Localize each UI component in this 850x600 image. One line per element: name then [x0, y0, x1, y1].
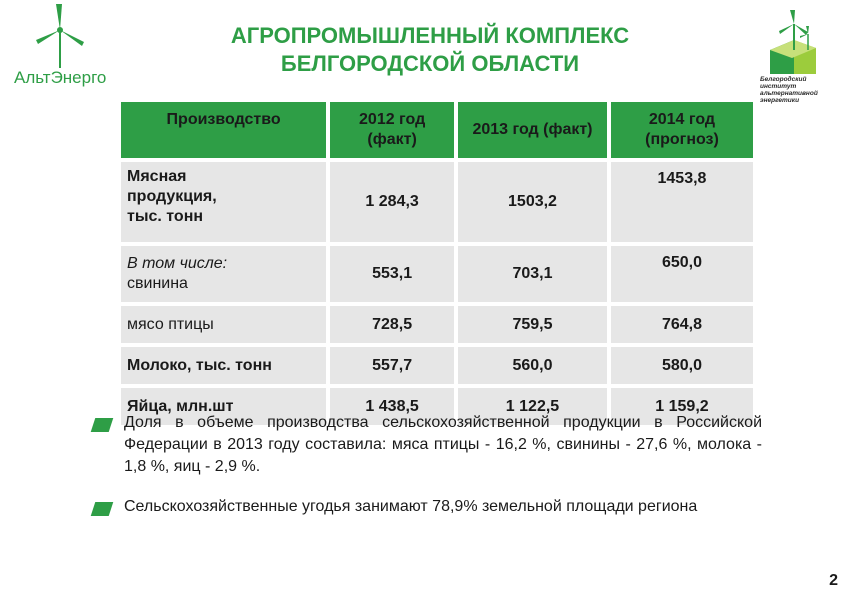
row-label-plain: свинина [127, 275, 188, 292]
title-line-2: БЕЛГОРОДСКОЙ ОБЛАСТИ [280, 51, 580, 76]
page-title [190, 22, 670, 78]
value-2012: 728,5 [330, 306, 454, 343]
value-2012: 557,7 [330, 347, 454, 384]
value-2014: 580,0 [611, 347, 753, 384]
institute-turbine-icon [764, 10, 824, 74]
table-row-meat [121, 162, 753, 242]
value-2012: 553,1 [330, 246, 454, 302]
header-2014: 2014 год (прогноз) [611, 102, 753, 158]
row-label-line: тыс. тонн [127, 208, 204, 225]
row-label-milk: Молоко, тыс. тонн [121, 347, 326, 384]
wind-turbine-icon [32, 2, 88, 68]
header-2012: 2012 год (факт) [330, 102, 454, 158]
value-2012: 1 284,3 [330, 162, 454, 242]
value-2013: 1503,2 [458, 162, 607, 242]
table-row-milk [121, 347, 753, 384]
row-label-eggs: Яйца, млн.шт [121, 388, 326, 425]
value-2013: 703,1 [458, 246, 607, 302]
table-header-row [121, 102, 753, 158]
value-2013: 1 122,5 [458, 388, 607, 425]
table-row-poultry [121, 306, 753, 343]
header-2013: 2013 год (факт) [458, 102, 607, 158]
institute-logo [760, 10, 828, 102]
altenergo-logo [10, 2, 110, 94]
value-2014: 764,8 [611, 306, 753, 343]
bullet-text: Сельскохозяйственные угодья занимают 78,9% земельной площади региона [124, 498, 698, 515]
row-label-line: Мясная [127, 168, 187, 185]
page-number: 2 [829, 572, 838, 589]
value-2012: 1 438,5 [330, 388, 454, 425]
row-label-pork [121, 246, 326, 302]
row-label-line: продукция, [127, 188, 217, 205]
value-2014: 650,0 [611, 246, 753, 302]
bullet-item [90, 496, 762, 518]
row-label-meat [121, 162, 326, 242]
value-2014: 1 159,2 [611, 388, 753, 425]
value-2013: 560,0 [458, 347, 607, 384]
institute-name: Белгородский институт альтернативной энергетики [760, 76, 818, 104]
production-table [117, 98, 757, 429]
bullet-marker-icon [91, 418, 114, 432]
table-row-pork [121, 246, 753, 302]
row-label-poultry: мясо птицы [121, 306, 326, 343]
title-line-1: АГРОПРОМЫШЛЕННЫЙ КОМПЛЕКС [230, 23, 630, 48]
altenergo-brand-text: АльтЭнерго [14, 68, 107, 87]
value-2014: 1453,8 [611, 162, 753, 242]
bullet-text: Доля в объеме производства сельскохозяйственной продукции в Российской Федерации в 2013 году составила: мяса птицы - 16,2 %, свинины - 27,6 %, молока - 1,8 %, яиц - 2,9 %. [124, 414, 762, 475]
row-label-italic: В том числе: [127, 255, 228, 272]
bullet-marker-icon [91, 502, 114, 516]
header-production: Производство [121, 102, 326, 158]
value-2013: 759,5 [458, 306, 607, 343]
bullet-item [90, 412, 762, 478]
